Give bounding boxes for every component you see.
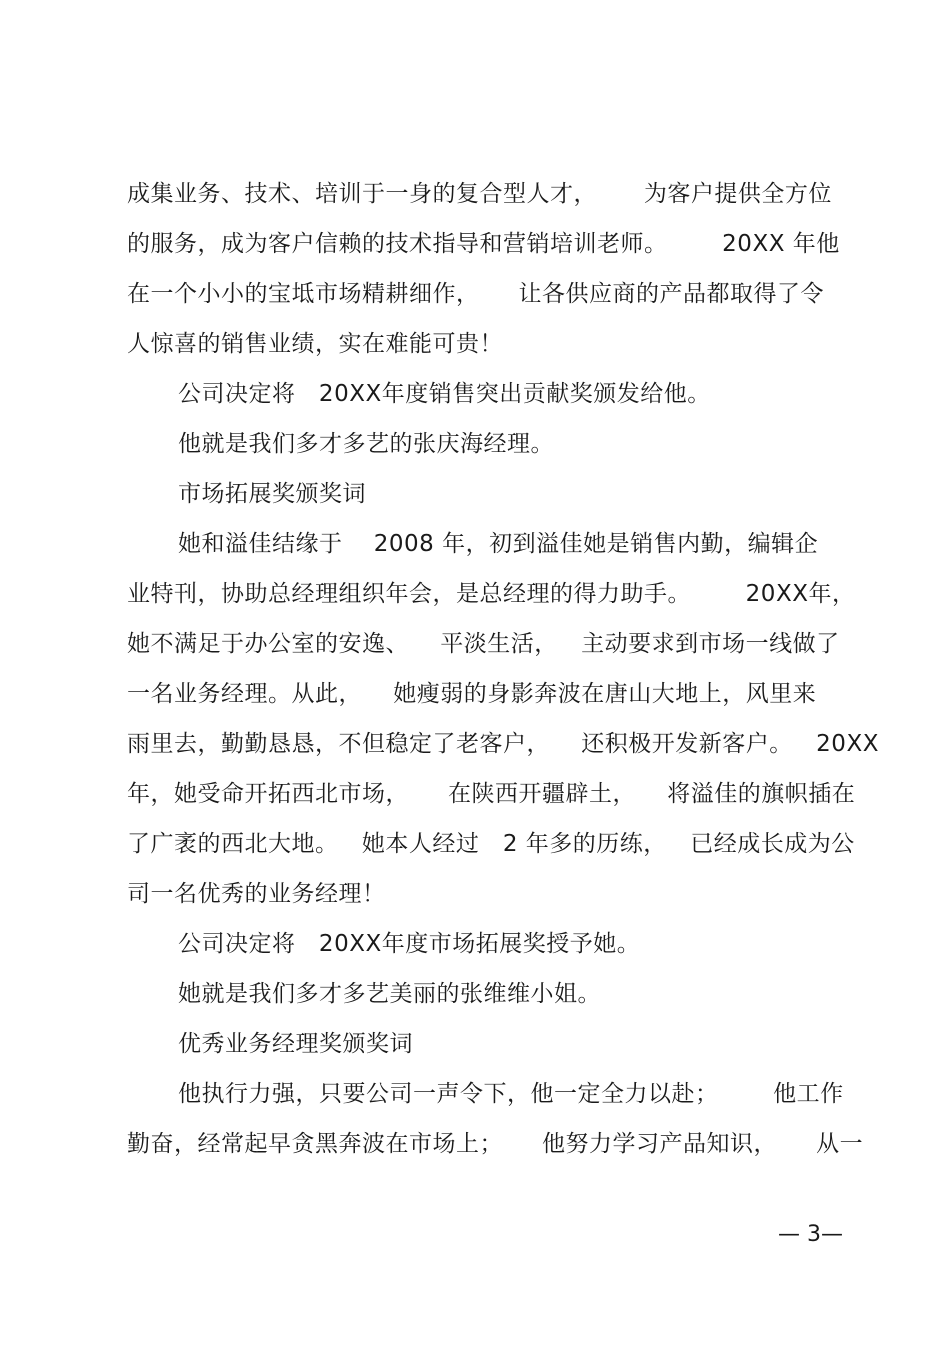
text-line: 业特刊，协助总经理组织年会，是总经理的得力助手。 20XX年， <box>127 581 856 607</box>
section-heading: 市场拓展奖颁奖词 <box>178 481 366 507</box>
text-line: 成集业务、技术、培训于一身的复合型人才， 为客户提供全方位 <box>127 181 832 207</box>
text-line: 她就是我们多才多艺美丽的张维维小姐。 <box>178 981 601 1007</box>
text-line: 年，她受命开拓西北市场， 在陕西开疆辟土， 将溢佳的旗帜插在 <box>127 781 856 807</box>
text-line: 勤奋，经常起早贪黑奔波在市场上； 他努力学习产品知识， 从一 <box>127 1131 864 1157</box>
text-line: 人惊喜的销售业绩，实在难能可贵！ <box>127 331 503 357</box>
text-line: 司一名优秀的业务经理！ <box>127 881 386 907</box>
text-line: 的服务，成为客户信赖的技术指导和营销培训老师。 20XX 年他 <box>127 231 840 257</box>
section-heading: 优秀业务经理奖颁奖词 <box>178 1031 413 1057</box>
text-line: 公司决定将 20XX年度销售突出贡献奖颁发给他。 <box>178 381 711 407</box>
text-line: 他就是我们多才多艺的张庆海经理。 <box>178 431 554 457</box>
text-line: 了广袤的西北大地。 她本人经过 2 年多的历练， 已经成长成为公 <box>127 831 855 857</box>
text-line: 她不满足于办公室的安逸、 平淡生活， 主动要求到市场一线做了 <box>127 631 840 657</box>
text-line: 公司决定将 20XX年度市场拓展奖授予她。 <box>178 931 641 957</box>
page-number: — 3— <box>778 1222 843 1247</box>
text-line: 在一个小小的宝坻市场精耕细作， 让各供应商的产品都取得了令 <box>127 281 825 307</box>
text-line: 雨里去，勤勤恳恳，不但稳定了老客户， 还积极开发新客户。 20XX <box>127 731 879 757</box>
text-line: 一名业务经理。从此， 她瘦弱的身影奔波在唐山大地上，风里来 <box>127 681 817 707</box>
text-line: 她和溢佳结缘于 2008 年，初到溢佳她是销售内勤，编辑企 <box>178 531 819 557</box>
text-line: 他执行力强，只要公司一声令下，他一定全力以赴； 他工作 <box>178 1081 844 1107</box>
